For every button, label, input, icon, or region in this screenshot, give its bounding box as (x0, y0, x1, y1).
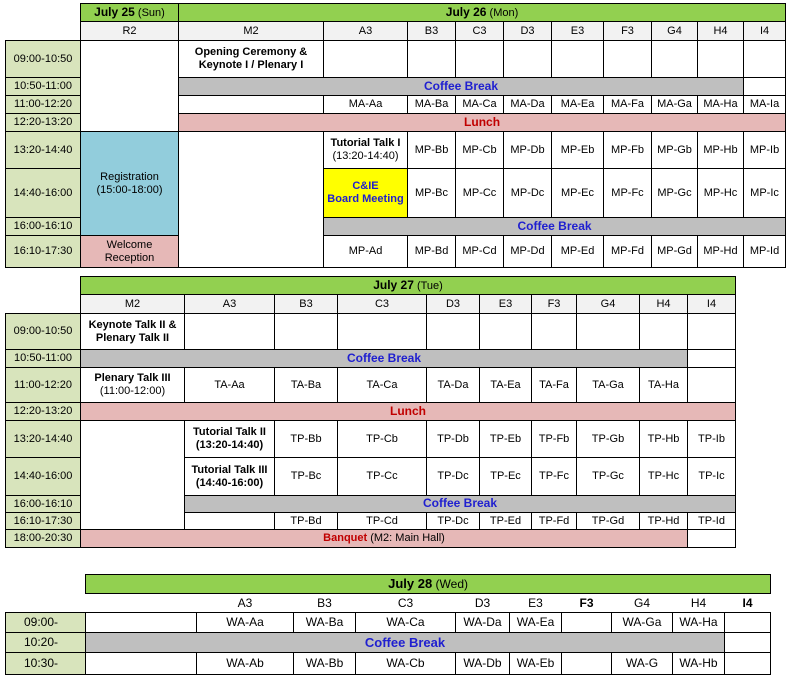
empty-cell (688, 368, 736, 403)
empty-cell (408, 41, 456, 78)
time-cell: 12:20-13:20 (6, 403, 81, 421)
empty-cell (179, 132, 324, 268)
session-cell[interactable]: TP-Eb (480, 421, 532, 458)
time-cell: 13:20-14:40 (6, 421, 81, 458)
room-header: C3 (397, 595, 414, 610)
session-cell[interactable]: MA-Aa (324, 96, 408, 114)
session-cell[interactable]: MA-Ia (744, 96, 786, 114)
empty-cell (562, 613, 612, 633)
time-cell: 16:00-16:10 (6, 218, 81, 236)
empty-cell (640, 314, 688, 350)
empty-cell (456, 41, 504, 78)
session-cell[interactable]: TP-Hd (640, 513, 688, 530)
session-cell[interactable]: TP-Fc (532, 458, 577, 496)
schedule-jul25-26 (5, 3, 786, 268)
room-header: R2 (81, 22, 179, 41)
room-header: B3 (275, 295, 338, 314)
empty-cell (480, 314, 532, 350)
banquet-row: Banquet (M2: Main Hall) (81, 530, 688, 548)
session-cell[interactable]: TP-Id (688, 513, 736, 530)
coffee-break-row: Coffee Break (179, 78, 744, 96)
empty-cell (532, 314, 577, 350)
empty-cell (744, 78, 786, 96)
session-cell[interactable]: TA-Ea (480, 368, 532, 403)
session-cell[interactable]: TP-Db (427, 421, 480, 458)
session-cell[interactable]: TP-Gc (577, 458, 640, 496)
registration-cell: Registration (15:00-18:00) (81, 132, 179, 236)
session-cell[interactable]: WA-Ca (356, 613, 456, 633)
time-cell: 16:10-17:30 (6, 236, 81, 268)
session-cell[interactable]: MP-Bb (408, 132, 456, 169)
lunch-row: Lunch (179, 114, 786, 132)
plenary-talk-3-cell: Plenary Talk III (11:00-12:00) (81, 368, 185, 403)
lunch-row: Lunch (81, 403, 736, 421)
corner-cell (6, 575, 86, 594)
room-header: H4 (698, 22, 744, 41)
session-cell[interactable]: TP-Cb (338, 421, 427, 458)
session-cell[interactable]: TP-Cc (338, 458, 427, 496)
session-cell[interactable]: MA-Ba (408, 96, 456, 114)
session-cell[interactable]: TP-Bb (275, 421, 338, 458)
session-cell[interactable]: WA-Aa (197, 613, 294, 633)
empty-cell (744, 41, 786, 78)
empty-cell (338, 314, 427, 350)
empty-cell (275, 314, 338, 350)
session-cell[interactable]: MP-Hb (698, 132, 744, 169)
schedule-jul27 (5, 276, 736, 548)
empty-cell (324, 41, 408, 78)
session-cell[interactable]: MP-Fb (604, 132, 652, 169)
session-cell[interactable]: MP-Ec (552, 169, 604, 218)
time-cell: 09:00- (6, 613, 86, 633)
session-cell[interactable]: TP-Bc (275, 458, 338, 496)
schedule-jul28 (5, 574, 771, 675)
tutorial-talk-1-cell[interactable]: Tutorial Talk I (13:20-14:40) (324, 132, 408, 169)
room-header: B3 (317, 595, 332, 610)
corner-cell (6, 295, 81, 314)
room-header: H4 (690, 595, 707, 610)
session-cell[interactable]: MP-Id (744, 236, 786, 268)
empty-cell (552, 41, 604, 78)
session-cell[interactable]: MP-Fd (604, 236, 652, 268)
session-cell[interactable]: TP-Gb (577, 421, 640, 458)
session-cell[interactable]: MP-Dc (504, 169, 552, 218)
welcome-reception-cell: Welcome Reception (81, 236, 179, 268)
room-header: C3 (338, 295, 427, 314)
time-cell: 12:20-13:20 (6, 114, 81, 132)
corner-cell (86, 594, 197, 613)
room-header: A3 (237, 595, 253, 610)
session-cell[interactable]: WA-Ha (673, 613, 725, 633)
tutorial-talk-2-cell[interactable]: Tutorial Talk II (13:20-14:40) (185, 421, 275, 458)
coffee-break-row: Coffee Break (185, 496, 736, 513)
session-cell[interactable]: MA-Ea (552, 96, 604, 114)
time-cell: 10:50-11:00 (6, 350, 81, 368)
session-cell[interactable]: TA-Aa (185, 368, 275, 403)
session-cell[interactable]: WA-Da (456, 613, 510, 633)
session-cell[interactable]: MP-Gc (652, 169, 698, 218)
session-cell[interactable]: MP-Fc (604, 169, 652, 218)
session-cell[interactable]: MP-Gb (652, 132, 698, 169)
time-cell: 11:00-12:20 (6, 368, 81, 403)
corner-cell (6, 277, 81, 295)
corner-cell (6, 4, 81, 22)
date-header-jul27: July 27 (Tue) (81, 277, 736, 295)
time-cell: 14:40-16:00 (6, 169, 81, 218)
room-header: C3 (456, 22, 504, 41)
room-header: D3 (474, 595, 491, 610)
session-cell[interactable]: TA-Ga (577, 368, 640, 403)
date-header-jul28: July 28 (Wed) (86, 575, 771, 594)
time-cell: 16:10-17:30 (6, 513, 81, 530)
keynote-talk-2-cell: Keynote Talk II & Plenary Talk II (81, 314, 185, 350)
session-cell[interactable]: TP-Ed (480, 513, 532, 530)
time-cell: 14:40-16:00 (6, 458, 81, 496)
empty-cell (562, 653, 612, 675)
empty-cell (652, 41, 698, 78)
room-header: G4 (633, 595, 650, 610)
room-header: A3 (185, 295, 275, 314)
session-cell[interactable]: MP-Gd (652, 236, 698, 268)
session-cell[interactable]: WA-G (612, 653, 673, 675)
coffee-break-row: Coffee Break (81, 350, 688, 368)
session-cell[interactable]: TP-Ib (688, 421, 736, 458)
session-cell[interactable]: TP-Hb (640, 421, 688, 458)
time-cell: 16:00-16:10 (6, 496, 81, 513)
room-header: E3 (480, 295, 532, 314)
empty-cell (427, 314, 480, 350)
session-cell[interactable]: TA-Fa (532, 368, 577, 403)
time-cell: 11:00-12:20 (6, 96, 81, 114)
room-header: E3 (552, 22, 604, 41)
session-cell[interactable]: WA-Hb (673, 653, 725, 675)
room-header: F3 (604, 22, 652, 41)
tutorial-talk-3-cell[interactable]: Tutorial Talk III (14:40-16:00) (185, 458, 275, 496)
session-cell[interactable]: TP-Fd (532, 513, 577, 530)
date-header-jul25: July 25 (Sun) (81, 4, 179, 22)
session-cell[interactable]: MA-Ca (456, 96, 504, 114)
time-cell: 10:20- (6, 633, 86, 653)
room-header: M2 (179, 22, 324, 41)
session-cell[interactable]: MP-Cd (456, 236, 504, 268)
empty-cell (725, 613, 771, 633)
session-cell[interactable]: MP-Bd (408, 236, 456, 268)
room-header: F3 (579, 595, 594, 610)
session-cell[interactable]: MP-Db (504, 132, 552, 169)
corner-cell (6, 594, 86, 613)
room-header: G4 (577, 295, 640, 314)
room-header: D3 (427, 295, 480, 314)
session-cell[interactable]: MP-Hc (698, 169, 744, 218)
session-cell[interactable]: TP-Hc (640, 458, 688, 496)
session-cell[interactable]: WA-Ab (197, 653, 294, 675)
time-cell: 10:50-11:00 (6, 78, 81, 96)
opening-ceremony-cell: Opening Ceremony & Keynote I / Plenary I (179, 41, 324, 78)
coffee-break-row: Coffee Break (86, 633, 725, 653)
session-cell[interactable]: MP-Bc (408, 169, 456, 218)
session-cell[interactable]: TA-Ba (275, 368, 338, 403)
room-header: I4 (744, 22, 786, 41)
session-cell[interactable]: WA-Eb (510, 653, 562, 675)
session-cell[interactable]: MA-Da (504, 96, 552, 114)
session-cell[interactable]: WA-Ea (510, 613, 562, 633)
room-header: B3 (408, 22, 456, 41)
empty-cell (698, 41, 744, 78)
session-cell[interactable]: MP-Cc (456, 169, 504, 218)
empty-cell (604, 41, 652, 78)
session-cell[interactable]: TP-Ec (480, 458, 532, 496)
empty-cell (725, 653, 771, 675)
time-cell: 09:00-10:50 (6, 314, 81, 350)
session-cell[interactable]: MA-Ga (652, 96, 698, 114)
time-cell: 18:00-20:30 (6, 530, 81, 548)
board-meeting-cell: C&IE Board Meeting (324, 169, 408, 218)
session-cell[interactable]: MP-Ad (324, 236, 408, 268)
session-cell[interactable]: MA-Ha (698, 96, 744, 114)
session-cell[interactable]: TA-Ca (338, 368, 427, 403)
session-cell[interactable]: TA-Da (427, 368, 480, 403)
session-cell[interactable]: WA-Db (456, 653, 510, 675)
session-cell[interactable]: MP-Hd (698, 236, 744, 268)
session-cell[interactable]: WA-Ba (294, 613, 356, 633)
time-cell: 10:30- (6, 653, 86, 675)
room-header: F3 (532, 295, 577, 314)
session-cell[interactable]: WA-Bb (294, 653, 356, 675)
session-cell[interactable]: TP-Bd (275, 513, 338, 530)
empty-cell (185, 314, 275, 350)
date-header-jul26: July 26 (Mon) (179, 4, 786, 22)
session-cell[interactable]: TP-Gd (577, 513, 640, 530)
time-cell: 13:20-14:40 (6, 132, 81, 169)
session-cell[interactable]: TP-Cd (338, 513, 427, 530)
empty-cell (577, 314, 640, 350)
empty-cell (86, 653, 197, 675)
room-header: M2 (81, 295, 185, 314)
empty-cell (81, 421, 185, 530)
session-cell[interactable]: TP-Dc (427, 458, 480, 496)
empty-cell (81, 41, 179, 132)
session-cell[interactable]: MP-Eb (552, 132, 604, 169)
session-cell[interactable]: TA-Ha (640, 368, 688, 403)
empty-cell (504, 41, 552, 78)
room-header: D3 (504, 22, 552, 41)
room-header: A3 (324, 22, 408, 41)
empty-cell (86, 613, 197, 633)
session-cell[interactable]: MP-Dd (504, 236, 552, 268)
session-cell[interactable]: TP-Fb (532, 421, 577, 458)
empty-cell (688, 530, 736, 548)
coffee-break-row: Coffee Break (324, 218, 786, 236)
session-cell[interactable]: MP-Ib (744, 132, 786, 169)
room-header: H4 (640, 295, 688, 314)
session-cell[interactable]: MP-Cb (456, 132, 504, 169)
room-header: G4 (652, 22, 698, 41)
session-cell[interactable]: MP-Ic (744, 169, 786, 218)
session-cell[interactable]: MP-Ed (552, 236, 604, 268)
session-cell[interactable]: WA-Cb (356, 653, 456, 675)
room-header: E3 (528, 595, 543, 610)
room-header: I4 (742, 595, 753, 610)
empty-cell (185, 513, 275, 530)
session-cell[interactable]: WA-Ga (612, 613, 673, 633)
time-cell: 09:00-10:50 (6, 41, 81, 78)
session-cell[interactable]: TP-Dc (427, 513, 480, 530)
room-header: I4 (688, 295, 736, 314)
empty-cell (688, 350, 736, 368)
empty-cell (725, 633, 771, 653)
session-cell[interactable]: MA-Fa (604, 96, 652, 114)
corner-cell (6, 22, 81, 41)
empty-cell (179, 96, 324, 114)
empty-cell (688, 314, 736, 350)
session-cell[interactable]: TP-Ic (688, 458, 736, 496)
